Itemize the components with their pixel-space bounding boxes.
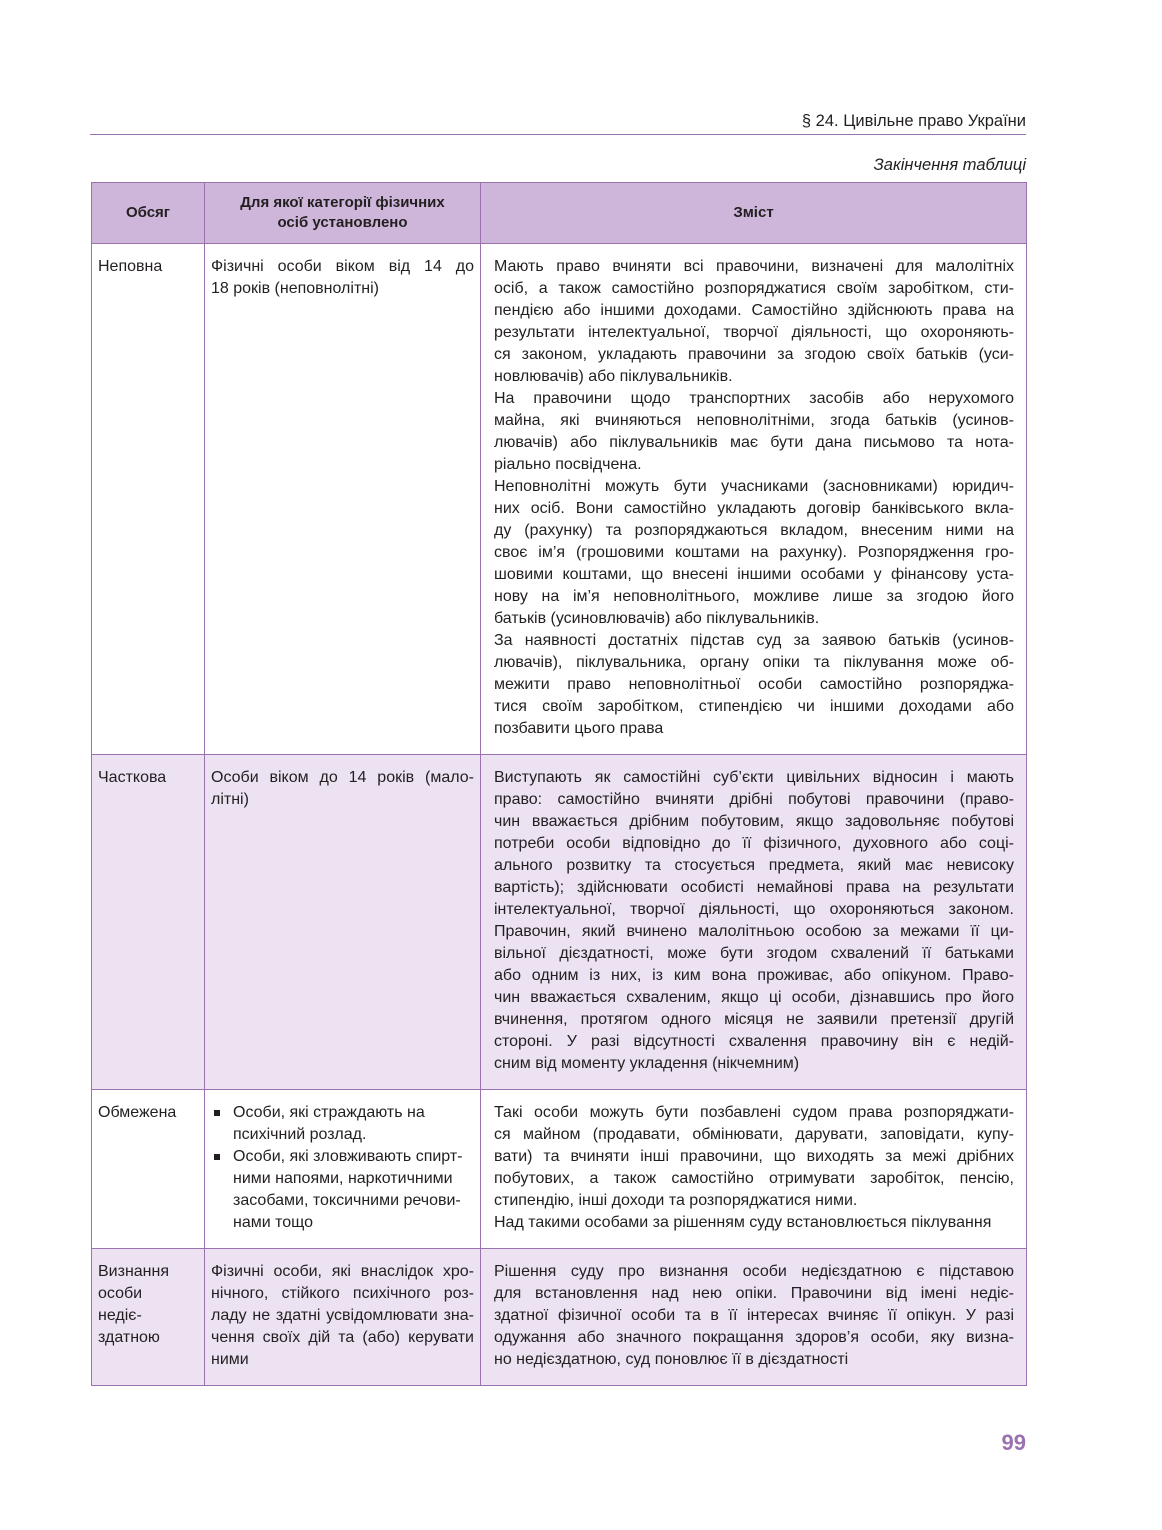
- table-caption: Закінчення таблиці: [873, 156, 1026, 174]
- table-row: [92, 755, 1027, 1090]
- category-bullet-list: [211, 1102, 474, 1234]
- header-line: Зміст: [733, 204, 774, 221]
- category-line: Особи віком до 14 років (мало-: [211, 769, 474, 786]
- content-line: За наявності достатніх підстав суд за заявою батьків (усинов-: [494, 632, 1014, 649]
- content-cell: [481, 244, 1027, 755]
- content-line: для встановлення над нею опіки. Правочини від імені недіє-: [494, 1285, 1014, 1302]
- content-line: тися своїм заробітком, стипендією чи іншими доходами або: [494, 698, 1014, 715]
- square-bullet-icon: [214, 1110, 220, 1116]
- category-line: нічного, стійкого психічного роз-: [211, 1285, 474, 1302]
- scope-line: Неповна: [98, 258, 163, 275]
- content-line: право: самостійно вчиняти дрібні побутові правочини (право-: [494, 791, 1014, 808]
- content-line: ріально посвідчена.: [494, 456, 642, 473]
- scope-line: особи: [98, 1285, 143, 1302]
- content-cell: [481, 1090, 1027, 1249]
- content-line: Неповнолітні можуть бути учасниками (засновниками) юридич-: [494, 478, 1014, 495]
- content-cell: [481, 1249, 1027, 1386]
- category-line: чення своїх дій та (або) керувати: [211, 1329, 474, 1346]
- category-line: 18 років (неповнолітні): [211, 280, 379, 297]
- header-category: [205, 183, 481, 244]
- category-cell: [205, 1090, 481, 1249]
- content-line: потреби особи відповідно до її фізичного, духовного або соці-: [494, 835, 1014, 852]
- content-line: ального розвитку та стосується предмета, який має невисоку: [494, 857, 1014, 874]
- content-line: або одним із них, із ким вона проживає, або опікуном. Право-: [494, 967, 1014, 984]
- content-line: вчинення, протягом одного місяця не заявили претензії другій: [494, 1011, 1014, 1028]
- content-line: лювачів) або піклувальників має бути дана письмово та нота-: [494, 434, 1014, 451]
- content-line: Правочин, який вчинено малолітньою особою за межами її ци-: [494, 923, 1014, 940]
- content-line: батьків (усиновлювачів) або піклувальників.: [494, 610, 820, 627]
- content-line: вільної дієздатності, може бути згодом схвалений її батьками: [494, 945, 1014, 962]
- scope-cell: [92, 1249, 205, 1386]
- content-line: вартість); здійснювати особисті немайнові права на результати: [494, 879, 1014, 896]
- category-line: ними: [211, 1351, 249, 1368]
- bullet-line: ними напоями, наркотичними: [233, 1170, 453, 1187]
- content-line: здатної фізичної особи та в її інтересах вчиняє її опікун. У разі: [494, 1307, 1014, 1324]
- scope-cell: [92, 1090, 205, 1249]
- table-header-row: [92, 183, 1027, 244]
- category-cell: [205, 244, 481, 755]
- content-line: побутових, а також самостійно отримувати заробіток, пенсію,: [494, 1170, 1014, 1187]
- content-line: пендією або іншими доходами. Самостійно здійснюють права на: [494, 302, 1014, 319]
- header-rule: [90, 134, 1026, 135]
- table-row: [92, 1090, 1027, 1249]
- content-line: чин вважається схваленим, якщо ці особи, дізнавшись про його: [494, 989, 1014, 1006]
- content-line: но недієздатною, суд поновлює її в дієздатності: [494, 1351, 849, 1368]
- scope-line: здатною: [98, 1329, 160, 1346]
- category-cell: [205, 1249, 481, 1386]
- scope-line: Визнання: [98, 1263, 170, 1280]
- content-line: стороні. У разі відсутності схвалення правочину він є недій-: [494, 1033, 1014, 1050]
- header-line: осіб установлено: [277, 214, 408, 231]
- content-line: ся майном (продавати, обмінювати, дарувати, заповідати, купу-: [494, 1126, 1014, 1143]
- content-line: ду (рахунку) та розпоряджаються вкладом, внесеним ними на: [494, 522, 1014, 539]
- content-line: сним від моменту укладення (нікчемним): [494, 1055, 800, 1072]
- content-line: стипендію, інші доходи та розпоряджатися ними.: [494, 1192, 858, 1209]
- content-line: майна, які вчиняються неповнолітніми, згода батьків (усинов-: [494, 412, 1014, 429]
- scope-cell: [92, 755, 205, 1090]
- content-line: чин вважається дрібним побутовим, якщо задовольняє побутові: [494, 813, 1014, 830]
- category-line: Фізичні особи віком від 14 до: [211, 258, 474, 275]
- content-line: лювачів), піклувальника, органу опіки та піклування може об-: [494, 654, 1014, 671]
- bullet-item: [211, 1146, 474, 1234]
- content-line: ся законом, укладають правочини за згодою своїх батьків (уси-: [494, 346, 1014, 363]
- bullet-line: психічний розлад.: [233, 1126, 367, 1143]
- category-line: ладу не здатні усвідомлювати зна-: [211, 1307, 474, 1324]
- table-row: [92, 1249, 1027, 1386]
- content-line: новлювачів) або піклувальників.: [494, 368, 733, 385]
- content-line: одужання або значного покращання здоров’я особи, яку визна-: [494, 1329, 1014, 1346]
- running-head: § 24. Цивільне право України: [801, 112, 1026, 130]
- content-line: Над такими особами за рішенням суду встановлюється піклування: [494, 1214, 992, 1231]
- bullet-line: нами тощо: [233, 1214, 314, 1231]
- content-line: Такі особи можуть бути позбавлені судом права розпоряджати-: [494, 1104, 1014, 1121]
- scope-cell: [92, 244, 205, 755]
- bullet-line: Особи, які страждають на: [233, 1104, 425, 1121]
- scope-line: Обмежена: [98, 1104, 177, 1121]
- content-line: шовими коштами, що внесені іншими особами у фінансову уста-: [494, 566, 1014, 583]
- content-line: інтелектуальної, творчої діяльності, що охороняються законом.: [494, 901, 1014, 918]
- category-line: Фізичні особи, які внаслідок хро-: [211, 1263, 474, 1280]
- content-line: Виступають як самостійні суб’єкти цивільних відносин і мають: [494, 769, 1014, 786]
- header-line: Обсяг: [125, 204, 171, 221]
- bullet-line: Особи, які зловживають спирт-: [233, 1148, 463, 1165]
- bullet-item: [211, 1102, 474, 1146]
- content-line: своє ім’я (грошовими коштами на рахунку). Розпорядження гро-: [494, 544, 1014, 561]
- category-cell: [205, 755, 481, 1090]
- content-line: Рішення суду про визнання особи недієздатною є підставою: [494, 1263, 1014, 1280]
- content-line: вати) та вчиняти інші правочини, що виходять за межі дрібних: [494, 1148, 1014, 1165]
- scope-line: недіє-: [98, 1307, 142, 1324]
- square-bullet-icon: [214, 1154, 220, 1160]
- scope-line: Часткова: [98, 769, 167, 786]
- content-line: Мають право вчиняти всі правочини, визначені для малолітніх: [494, 258, 1014, 275]
- content-line: позбавити цього права: [494, 720, 664, 737]
- content-cell: [481, 755, 1027, 1090]
- header-line: Для якої категорії фізичних: [240, 194, 445, 211]
- content-line: межити право неповнолітньої особи самостійно розпоряджа-: [494, 676, 1014, 693]
- content-line: На правочини щодо транспортних засобів або нерухомого: [494, 390, 1014, 407]
- category-line: літні): [211, 791, 249, 808]
- header-content: [481, 183, 1027, 244]
- table-row: [92, 244, 1027, 755]
- page-number: 99: [1001, 1430, 1026, 1455]
- content-line: осіб, а також самостійно розпоряджатися своїм заробітком, сти-: [494, 280, 1014, 297]
- content-line: результати інтелектуальної, творчої діяльності, що охороняють-: [494, 324, 1014, 341]
- capacity-table: [91, 182, 1027, 1386]
- header-scope: [92, 183, 205, 244]
- bullet-line: засобами, токсичними речови-: [233, 1192, 461, 1209]
- content-line: нову на ім’я неповнолітнього, можливе лише за згодою його: [494, 588, 1014, 605]
- content-line: них осіб. Вони самостійно укладають договір банківського вкла-: [494, 500, 1014, 517]
